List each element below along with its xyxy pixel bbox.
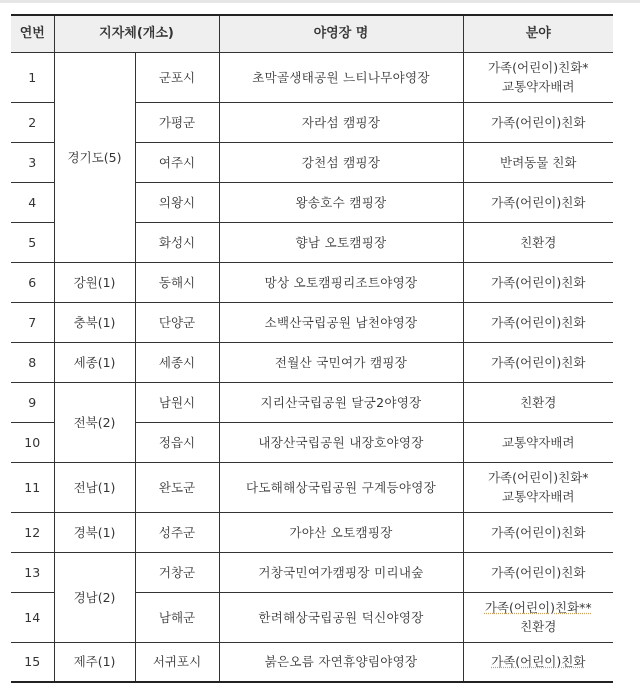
cell-category: 가족(어린이)친화 xyxy=(463,552,613,592)
cell-category: 친환경 xyxy=(463,382,613,422)
cell-city: 완도군 xyxy=(135,462,219,512)
cell-campsite-name: 왕송호수 캠핑장 xyxy=(219,182,463,222)
cell-region: 강원(1) xyxy=(54,262,135,302)
cell-no: 8 xyxy=(11,342,54,382)
cell-category: 가족(어린이)친화 xyxy=(463,302,613,342)
table-row xyxy=(11,642,613,682)
cell-category: 가족(어린이)친화 xyxy=(463,512,613,552)
cell-category: 가족(어린이)친화 xyxy=(463,102,613,142)
page-top-edge xyxy=(0,0,640,3)
cell-category xyxy=(463,52,613,102)
category-line: 가족(어린이)친화* xyxy=(487,60,589,75)
category-line: 가족(어린이)친화 xyxy=(491,654,586,670)
cell-region: 전남(1) xyxy=(54,462,135,512)
cell-city: 서귀포시 xyxy=(135,642,219,682)
cell-campsite-name: 망상 오토캠핑리조트야영장 xyxy=(219,262,463,302)
cell-no: 7 xyxy=(11,302,54,342)
table-row xyxy=(11,52,613,102)
cell-city: 가평군 xyxy=(135,102,219,142)
cell-city: 여주시 xyxy=(135,142,219,182)
cell-campsite-name: 내장산국립공원 내장호야영장 xyxy=(219,422,463,462)
cell-no: 1 xyxy=(11,52,54,102)
header-region: 지자체(개소) xyxy=(54,15,219,52)
cell-no: 5 xyxy=(11,222,54,262)
cell-category xyxy=(463,642,613,682)
cell-no: 12 xyxy=(11,512,54,552)
cell-no: 11 xyxy=(11,462,54,512)
cell-city: 동해시 xyxy=(135,262,219,302)
cell-region: 제주(1) xyxy=(54,642,135,682)
cell-city: 화성시 xyxy=(135,222,219,262)
cell-no: 4 xyxy=(11,182,54,222)
cell-city: 정읍시 xyxy=(135,422,219,462)
campsite-table xyxy=(11,14,613,683)
cell-category xyxy=(463,462,613,512)
cell-no: 13 xyxy=(11,552,54,592)
cell-campsite-name: 초막골생태공원 느티나무야영장 xyxy=(219,52,463,102)
cell-city: 남원시 xyxy=(135,382,219,422)
cell-city: 거창군 xyxy=(135,552,219,592)
table-row xyxy=(11,552,613,592)
cell-no: 3 xyxy=(11,142,54,182)
cell-campsite-name: 붉은오름 자연휴양림야영장 xyxy=(219,642,463,682)
category-line: 친환경 xyxy=(520,619,557,634)
cell-city: 성주군 xyxy=(135,512,219,552)
table-row xyxy=(11,262,613,302)
cell-category: 반려동물 친화 xyxy=(463,142,613,182)
cell-campsite-name: 향남 오토캠핑장 xyxy=(219,222,463,262)
header-no: 연번 xyxy=(11,15,54,52)
cell-region: 충북(1) xyxy=(54,302,135,342)
header-category: 분야 xyxy=(463,15,613,52)
category-line: 교통약자배려 xyxy=(502,489,575,504)
cell-city: 의왕시 xyxy=(135,182,219,222)
cell-campsite-name: 거창국민여가캠핑장 미리내숲 xyxy=(219,552,463,592)
category-line: 교통약자배려 xyxy=(502,79,575,94)
table-row xyxy=(11,342,613,382)
cell-no: 10 xyxy=(11,422,54,462)
cell-campsite-name: 소백산국립공원 남천야영장 xyxy=(219,302,463,342)
cell-no: 6 xyxy=(11,262,54,302)
cell-campsite-name: 가야산 오토캠핑장 xyxy=(219,512,463,552)
cell-campsite-name: 한려해상국립공원 덕신야영장 xyxy=(219,592,463,642)
table-header-row xyxy=(11,15,613,52)
cell-region: 세종(1) xyxy=(54,342,135,382)
cell-category: 가족(어린이)친화 xyxy=(463,262,613,302)
cell-category: 친환경 xyxy=(463,222,613,262)
table-row xyxy=(11,462,613,512)
cell-category: 가족(어린이)친화 xyxy=(463,342,613,382)
cell-campsite-name: 다도해해상국립공원 구계등야영장 xyxy=(219,462,463,512)
table-row xyxy=(11,302,613,342)
cell-region: 경기도(5) xyxy=(54,52,135,262)
cell-no: 15 xyxy=(11,642,54,682)
header-campsite-name: 야영장 명 xyxy=(219,15,463,52)
cell-city: 단양군 xyxy=(135,302,219,342)
cell-no: 14 xyxy=(11,592,54,642)
cell-campsite-name: 전월산 국민여가 캠핑장 xyxy=(219,342,463,382)
cell-category: 교통약자배려 xyxy=(463,422,613,462)
cell-region: 전북(2) xyxy=(54,382,135,462)
cell-city: 세종시 xyxy=(135,342,219,382)
cell-category: 가족(어린이)친화 xyxy=(463,182,613,222)
cell-city: 남해군 xyxy=(135,592,219,642)
cell-city: 군포시 xyxy=(135,52,219,102)
category-line: 가족(어린이)친화** xyxy=(484,600,592,615)
cell-campsite-name: 자라섬 캠핑장 xyxy=(219,102,463,142)
cell-no: 9 xyxy=(11,382,54,422)
category-line: 가족(어린이)친화* xyxy=(487,470,589,485)
table-row xyxy=(11,382,613,422)
table-row xyxy=(11,512,613,552)
cell-category xyxy=(463,592,613,642)
cell-campsite-name: 강천섬 캠핑장 xyxy=(219,142,463,182)
cell-region: 경남(2) xyxy=(54,552,135,642)
cell-region: 경북(1) xyxy=(54,512,135,552)
cell-campsite-name: 지리산국립공원 달궁2야영장 xyxy=(219,382,463,422)
cell-no: 2 xyxy=(11,102,54,142)
